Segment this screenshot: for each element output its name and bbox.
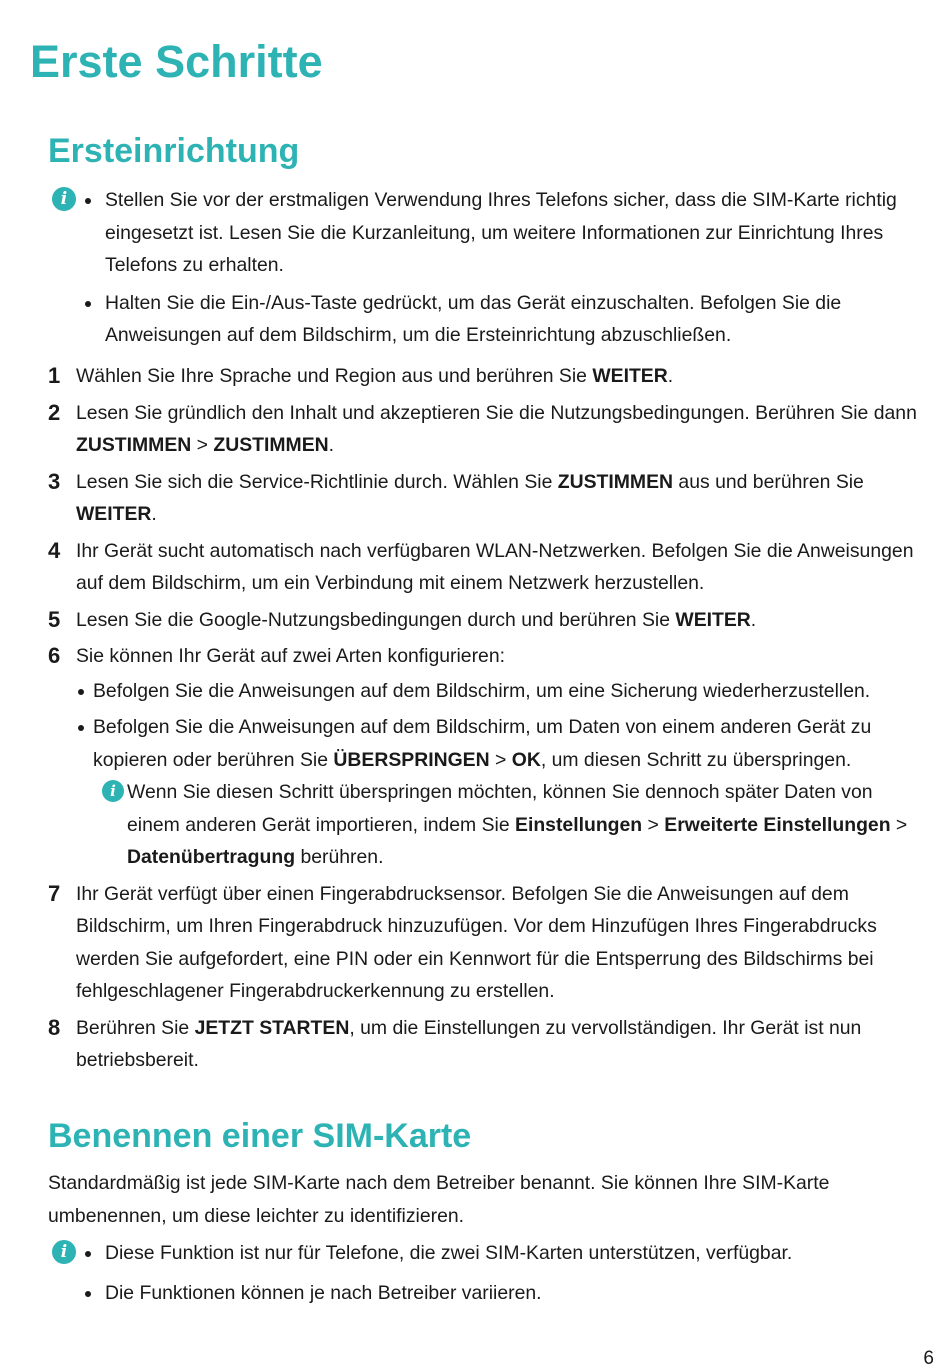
- info-icon: i: [102, 780, 124, 802]
- step-text: >: [191, 434, 214, 456]
- note-item: [84, 1237, 904, 1270]
- ui-term: WEITER: [592, 365, 668, 387]
- step-number: 5: [48, 606, 61, 632]
- info-icon: i: [52, 187, 76, 211]
- step-number: 8: [48, 1014, 61, 1040]
- note-item: [84, 287, 904, 352]
- bullet-icon: [78, 725, 84, 731]
- ui-term: ZUSTIMMEN: [76, 434, 192, 456]
- page-title: Erste Schritte: [30, 36, 323, 87]
- bullet-icon: [85, 198, 91, 204]
- step-text: Ihr Gerät sucht automatisch nach verfügbaren WLAN-Netzwerken. Befolgen Sie die Anweisungen auf dem Bildschirm, um ein Verbindung mit einem Netzwerk herzustellen.: [76, 539, 914, 594]
- section-title-sim-karte: Benennen einer SIM-Karte: [48, 1117, 472, 1155]
- step-text: .: [667, 365, 674, 387]
- ui-term: OK: [511, 748, 541, 771]
- step-5: [48, 604, 918, 637]
- sub-item-text: >: [489, 748, 512, 771]
- step-7: [48, 878, 918, 1008]
- ui-term: Erweiterte Einstellungen: [664, 813, 891, 836]
- step-text: , um die Einstellungen zu vervollständigen. Ihr Gerät ist nun betriebsbereit.: [76, 1016, 862, 1071]
- info-icon: i: [52, 1240, 76, 1264]
- step-number: 3: [48, 468, 61, 494]
- step-number: 7: [48, 880, 61, 906]
- ui-term: Einstellungen: [515, 813, 643, 836]
- sub-item-text: Befolgen Sie die Anweisungen auf dem Bildschirm, um Daten von einem anderen Gerät zu kopieren oder berühren Sie: [93, 716, 872, 771]
- step-number: 6: [48, 643, 61, 668]
- step-2: [48, 397, 918, 462]
- note-list: [84, 1237, 904, 1309]
- step-text: .: [750, 608, 757, 631]
- ui-term: ZUSTIMMEN: [213, 434, 329, 456]
- note-text: Diese Funktion ist nur für Telefone, die zwei SIM-Karten unterstützen, verfügbar.: [105, 1242, 793, 1264]
- step-number: 4: [48, 537, 61, 563]
- bullet-icon: [85, 301, 91, 307]
- step-text: Berühren Sie: [76, 1016, 195, 1039]
- step-text: Lesen Sie gründlich den Inhalt und akzeptieren Sie die Nutzungsbedingungen. Berühren Sie dann: [76, 401, 917, 424]
- intro-paragraph: Standardmäßig ist jede SIM-Karte nach dem Betreiber benannt. Sie können Ihre SIM-Karte umbenennen, um diese leichter zu identifizieren.: [48, 1172, 830, 1227]
- page-number: 6: [923, 1348, 934, 1369]
- bullet-icon: [78, 689, 84, 695]
- step-text: Ihr Gerät verfügt über einen Fingerabdrucksensor. Befolgen Sie die Anweisungen auf dem Bildschirm, um Ihren Fingerabdruck hinzuzufügen. Vor dem Hinzufügen Ihres Fingerabdrucks werden Sie aufgefordert, eine PIN oder ein Kennwort für die Entsperrung des Bildschirms bei fehlgeschlagener Fingerabdruckerkennung zu erstellen.: [76, 882, 877, 1002]
- note-text: Wenn Sie diesen Schritt überspringen möchten, können Sie dennoch später Daten von einem anderen Gerät importieren, indem Sie: [127, 781, 873, 836]
- note-text: berühren.: [295, 846, 384, 868]
- ui-term: JETZT STARTEN: [194, 1016, 350, 1039]
- sub-item: [76, 675, 918, 708]
- sub-list: [76, 675, 918, 874]
- sub-note: [93, 776, 918, 874]
- step-text: Lesen Sie sich die Service-Richtlinie durch. Wählen Sie: [76, 470, 558, 493]
- step-4: [48, 535, 918, 600]
- step-text: Wählen Sie Ihre Sprache und Region aus und berühren Sie: [76, 365, 593, 387]
- section-title-ersteinrichtung: Ersteinrichtung: [48, 132, 300, 170]
- step-3: [48, 466, 918, 531]
- bullet-icon: [85, 1251, 91, 1257]
- step-text: Sie können Ihr Gerät auf zwei Arten konfigurieren:: [76, 645, 505, 667]
- ui-term: ZUSTIMMEN: [557, 470, 674, 493]
- note-text: Halten Sie die Ein-/Aus-Taste gedrückt, um das Gerät einzuschalten. Befolgen Sie die Anweisungen auf dem Bildschirm, um die Ersteinrichtung abzuschließen.: [105, 291, 842, 346]
- note-text: Stellen Sie vor der erstmaligen Verwendung Ihres Telefons sicher, dass die SIM-Karte richtig eingesetzt ist. Lesen Sie die Kurzanleitung, um weitere Informationen zur Einrichtung Ihres Telefons zu erhalten.: [105, 189, 897, 276]
- step-number: 1: [48, 363, 61, 388]
- step-text: .: [328, 434, 335, 456]
- bullet-icon: [85, 1291, 91, 1297]
- step-1: [48, 360, 918, 393]
- note-text: >: [890, 813, 908, 836]
- ui-term: Datenübertragung: [127, 846, 296, 868]
- step-6: [48, 640, 918, 874]
- step-text: aus und berühren Sie: [673, 470, 864, 493]
- step-number: 2: [48, 399, 61, 425]
- step-text: Lesen Sie die Google-Nutzungsbedingungen durch und berühren Sie: [76, 608, 676, 631]
- note-item: [84, 1277, 904, 1310]
- note-text: Die Funktionen können je nach Betreiber variieren.: [105, 1281, 542, 1304]
- sub-item-text: , um diesen Schritt zu überspringen.: [540, 748, 852, 771]
- ui-term: WEITER: [76, 503, 152, 525]
- sub-item: [76, 711, 918, 874]
- ui-term: ÜBERSPRINGEN: [333, 748, 490, 771]
- step-8: [48, 1012, 918, 1077]
- step-list: [48, 360, 918, 1077]
- step-text: .: [151, 503, 157, 525]
- sub-item-text: Befolgen Sie die Anweisungen auf dem Bildschirm, um eine Sicherung wiederherzustellen.: [93, 679, 871, 702]
- note-item: [84, 184, 904, 282]
- ui-term: WEITER: [675, 608, 751, 631]
- note-list: [84, 184, 904, 352]
- note-text: >: [642, 813, 665, 836]
